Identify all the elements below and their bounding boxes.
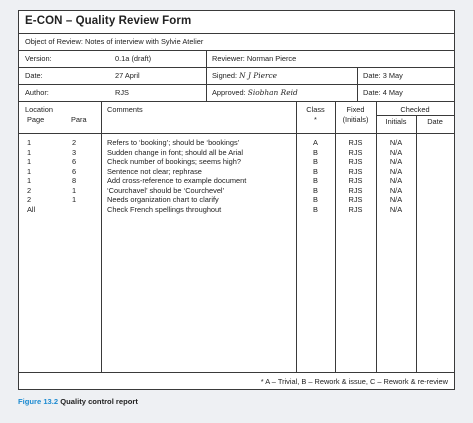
rule-info-mid: [206, 50, 207, 101]
signed-signature: N J Pierce: [239, 71, 278, 80]
header-comments: Comments: [107, 105, 143, 114]
rule-version: [19, 67, 454, 68]
row-fixed: RJS: [348, 204, 363, 214]
column-comments: [107, 138, 246, 214]
row-comment: Refers to ‘booking’; should be ‘bookings’: [107, 138, 240, 147]
rule-checked-split: [376, 115, 454, 116]
signed-date-value: 3 May: [382, 71, 403, 80]
row-comment: Add cross-reference to example document: [107, 176, 247, 185]
row-comment: Check number of bookings; seems high?: [107, 157, 241, 166]
row-fixed: RJS: [348, 157, 363, 166]
row-checked: N/A: [389, 157, 403, 166]
row-comment: ‘Courchavel’ should be ‘Courchevel’: [107, 185, 225, 195]
rule-date: [19, 84, 454, 85]
row-para: [72, 205, 76, 215]
column-checked-initials: [376, 138, 416, 214]
row-checked: N/A: [389, 147, 403, 157]
figure-caption-text: Quality control report: [60, 397, 138, 406]
row-class: B: [313, 157, 318, 166]
rule-col-date: [416, 115, 417, 372]
date-value: 27 April: [115, 71, 140, 80]
object-value: Notes of interview with Sylvie Atelier: [84, 37, 204, 46]
row-para: 3: [72, 147, 77, 157]
date-label: Date:: [25, 71, 43, 80]
version-value: 0.1a (draft): [115, 54, 152, 63]
row-page: 1: [27, 176, 32, 185]
row-fixed: RJS: [348, 176, 363, 185]
approved-signature: Siobhan Reid: [247, 88, 298, 97]
form-title: E-CON – Quality Review Form: [25, 15, 192, 27]
header-fixed-initials: (Initials): [342, 115, 369, 124]
figure-caption: [18, 397, 138, 406]
approved-date-label: Date:: [363, 88, 381, 97]
column-para: [72, 138, 76, 214]
row-checked: N/A: [389, 176, 403, 185]
object-label: Object of Review:: [25, 37, 83, 46]
row-comment: Sentence not clear; rephrase: [107, 166, 202, 176]
header-checked-date: Date: [427, 117, 443, 126]
row-class: B: [313, 176, 318, 185]
reviewer: [212, 54, 296, 63]
row-para: 8: [72, 176, 77, 185]
reviewer-value: Norman Pierce: [246, 54, 297, 63]
row-para: 6: [72, 157, 77, 166]
row-checked: N/A: [389, 204, 403, 214]
object-of-review: [25, 37, 203, 46]
row-page: 1: [27, 166, 32, 176]
row-checked: N/A: [389, 185, 403, 195]
row-checked: N/A: [389, 195, 403, 204]
header-page: Page: [27, 115, 45, 124]
version-label: Version:: [25, 54, 52, 63]
row-para: 1: [72, 185, 77, 195]
rule-author: [19, 101, 454, 102]
header-checked: Checked: [400, 105, 430, 114]
row-class: B: [313, 195, 318, 204]
row-para: 6: [72, 166, 77, 176]
row-comment: Sudden change in font; should all be Arial: [107, 147, 244, 157]
row-page: 1: [27, 138, 32, 147]
approved-label: Approved:: [212, 88, 246, 97]
signed: [212, 71, 277, 80]
row-para: 1: [72, 195, 77, 204]
column-page: [27, 138, 35, 214]
quality-review-form: [18, 10, 455, 390]
row-class: B: [313, 204, 318, 214]
row-page: 1: [27, 157, 32, 166]
row-fixed: RJS: [348, 185, 363, 195]
row-page: 2: [27, 185, 32, 195]
rule-title: [19, 33, 454, 34]
row-class: B: [313, 166, 318, 176]
row-class: B: [313, 147, 318, 157]
header-class-star: *: [314, 115, 317, 124]
row-comment: Needs organization chart to clarify: [107, 195, 219, 204]
class-footnote: * A – Trivial, B – Rework & issue, C – Rework & re-review: [260, 377, 448, 386]
header-location: Location: [25, 105, 53, 114]
row-comment: Check French spellings throughout: [107, 204, 222, 214]
approved-date: [363, 88, 403, 97]
reviewer-label: Reviewer:: [212, 54, 245, 63]
row-checked: N/A: [389, 166, 403, 176]
rule-object: [19, 50, 454, 51]
rule-col-comments: [101, 101, 102, 372]
row-fixed: RJS: [348, 147, 363, 157]
header-class: Class: [306, 105, 325, 114]
approved: [212, 88, 298, 97]
row-class: A: [313, 138, 318, 147]
approved-date-value: 4 May: [382, 88, 403, 97]
signed-label: Signed:: [212, 71, 238, 80]
author-label: Author:: [25, 88, 49, 97]
rule-body-bottom: [19, 372, 454, 373]
row-class: B: [313, 185, 318, 195]
row-checked: N/A: [389, 138, 403, 147]
rule-header: [19, 133, 454, 134]
column-class: [296, 138, 335, 214]
row-fixed: RJS: [348, 166, 363, 176]
header-para: Para: [71, 115, 87, 124]
author-value: RJS: [115, 88, 129, 97]
signed-date-label: Date:: [363, 71, 381, 80]
figure-number: Figure 13.2: [18, 397, 59, 406]
row-para: 2: [72, 138, 77, 147]
rule-info-right: [357, 67, 358, 101]
header-fixed: Fixed: [346, 105, 365, 114]
row-fixed: RJS: [348, 195, 363, 204]
row-page: All: [27, 204, 36, 214]
header-checked-initials: Initials: [385, 117, 407, 126]
column-fixed: [335, 138, 376, 214]
row-page: 2: [27, 195, 32, 204]
row-page: 1: [27, 147, 32, 157]
row-fixed: RJS: [348, 138, 363, 147]
signed-date: [363, 71, 403, 80]
